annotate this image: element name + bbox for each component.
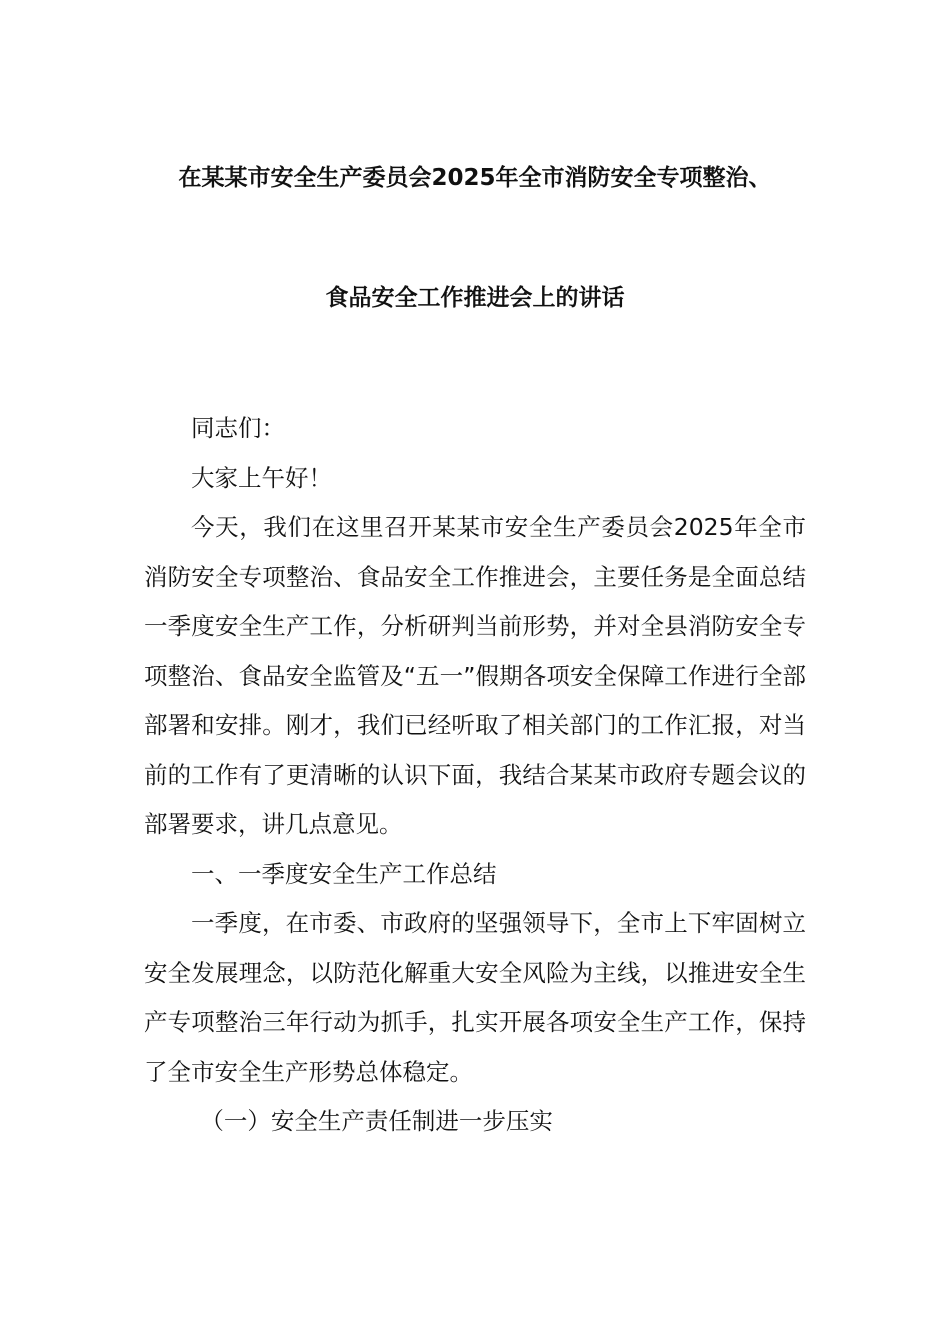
document-title-line-1: 在某某市安全生产委员会2025年全市消防安全专项整治、: [178, 165, 772, 191]
salutation: 同志们：: [191, 414, 285, 442]
section-heading-1: 一、一季度安全生产工作总结: [191, 859, 497, 888]
subsection-heading-1: （一）安全生产责任制进一步压实: [200, 1107, 553, 1135]
document-body: [144, 404, 806, 1147]
greeting: 大家上午好！: [191, 463, 332, 492]
section-1-paragraph: 一季度，在市委、市政府的坚强领导下，全市上下牢固树立安全发展理念，以防范化解重大安全风险为主线，以推进安全生产专项整治三年行动为抓手，扎实开展各项安全生产工作，保持了全市安全生产形势总体稳定。: [144, 909, 806, 1086]
document-title-line-2: 食品安全工作推进会上的讲话: [325, 285, 625, 311]
intro-paragraph: 今天，我们在这里召开某某市安全生产委员会2025年全市消防安全专项整治、食品安全工作推进会，主要任务是全面总结一季度安全生产工作，分析研判当前形势，并对全县消防安全专项整治、食品安全监管及“五一”假期各项安全保障工作进行全部部署和安排。刚才，我们已经听取了相关部门的工作汇报，对当前的工作有了更清晰的认识下面，我结合某某市政府专题会议的部署要求，讲几点意见。: [144, 513, 806, 838]
